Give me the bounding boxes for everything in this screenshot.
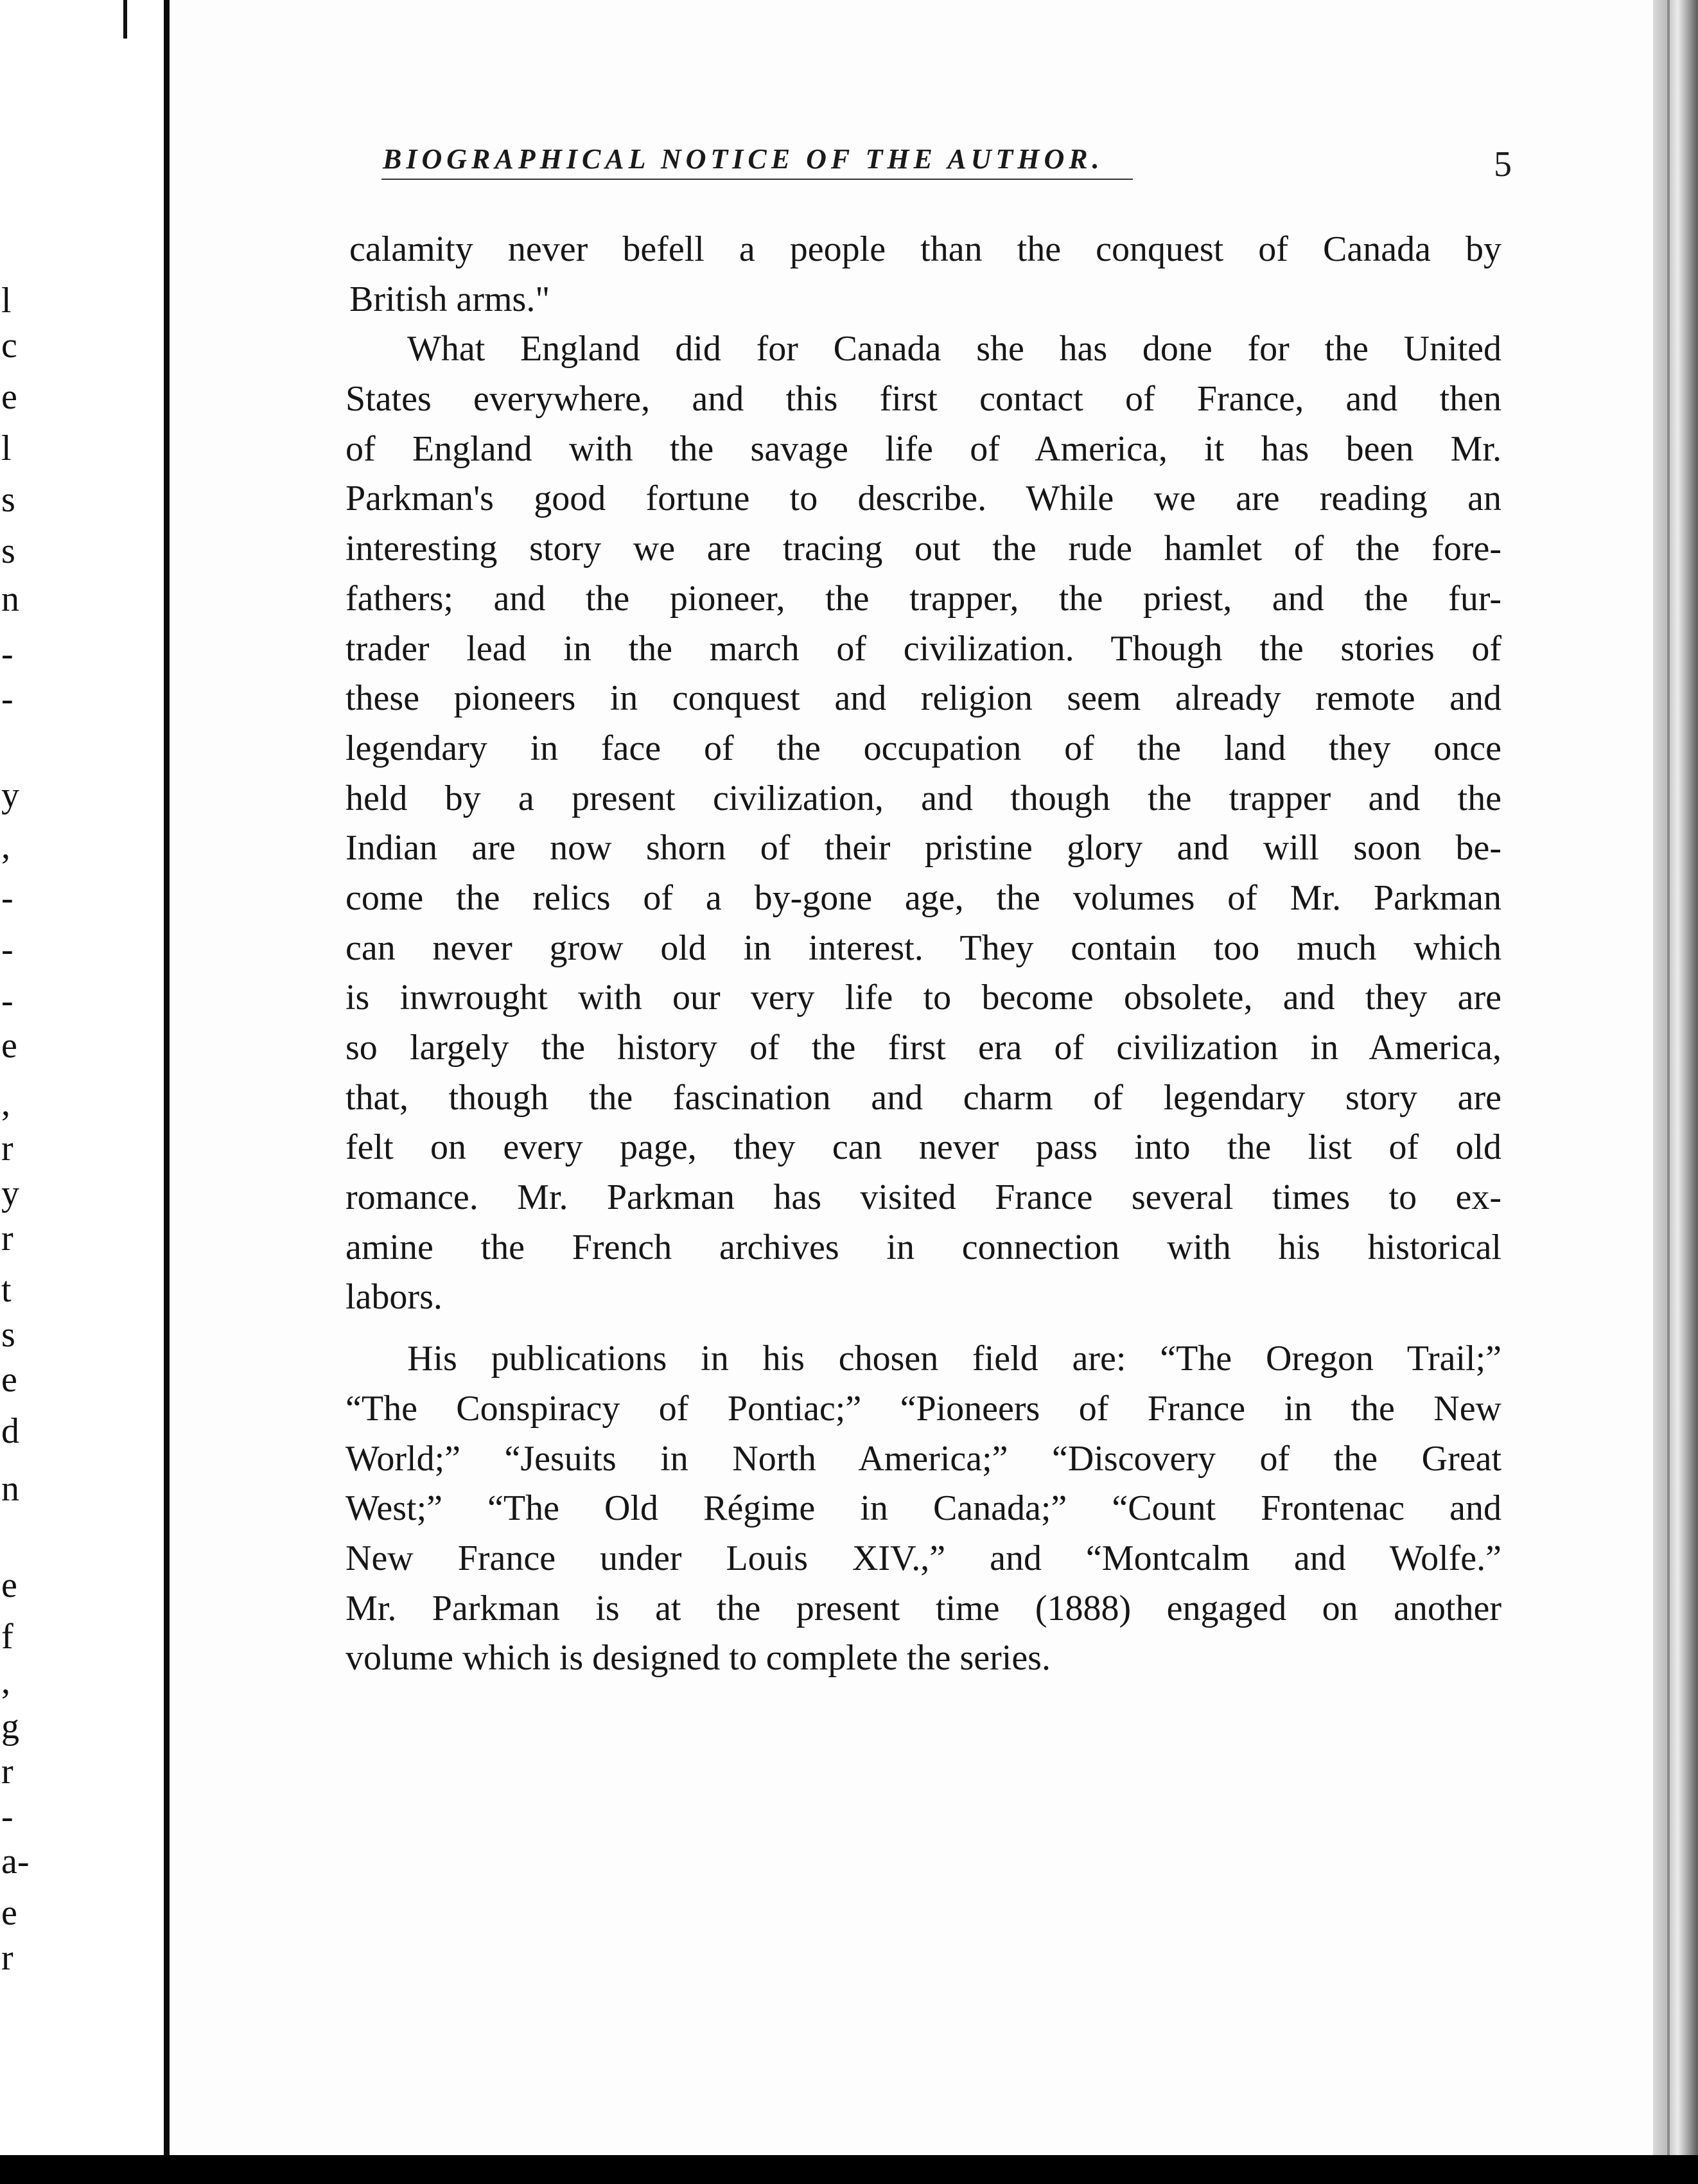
facing-page-letter-fragment: g [1,1707,19,1747]
text-line: is inwrought with our very life to become obsolete, and they are [346,978,1501,1018]
facing-page-letter-fragment: f [1,1617,13,1657]
facing-page-letter-fragment: s [1,480,15,520]
facing-page-letter-fragment: n [1,1469,19,1509]
text-line: States everywhere, and this first contact of France, and then [346,379,1501,419]
facing-page-letter-fragment: d [1,1411,19,1451]
facing-page-letter-fragment: y [1,1174,19,1213]
paragraph-gap [346,1323,1501,1334]
running-head: BIOGRAPHICAL NOTICE OF THE AUTHOR. [383,143,1333,175]
text-line: What England did for Canada she has done for the United [407,329,1501,369]
text-line: New France under Louis XIV.,” and “Montcalm and Wolfe.” [346,1538,1501,1578]
facing-page-letter-fragment: - [1,679,13,719]
facing-page-letter-fragment: s [1,531,15,571]
facing-page-letter-fragment: e [1,1893,17,1933]
text-line: of England with the savage life of America, it has been Mr. [346,428,1501,469]
text-line: trader lead in the march of civilization. Though the stories of [346,628,1501,669]
facing-page-letter-fragment: e [1,1026,17,1066]
text-line: can never grow old in interest. They contain too much which [346,928,1501,968]
text-line: these pioneers in conquest and religion seem already remote and [346,678,1501,719]
facing-page-letter-fragment: r [1,1752,13,1792]
text-line: so largely the history of the first era of civilization in America, [346,1028,1501,1068]
facing-page-letter-fragment: r [1,1219,13,1258]
facing-page-letter-fragment: , [1,1084,10,1123]
facing-page-letter-fragment: n [1,579,19,619]
facing-page-letter-fragment: - [1,634,13,674]
text-line: legendary in face of the occupation of the land they once [346,728,1501,768]
facing-page-letter-fragment: l [1,428,12,468]
text-line: amine the French archives in connection with his historical [346,1227,1501,1267]
text-line: Indian are now shorn of their pristine glory and will soon be- [346,828,1501,868]
text-line: British arms." [349,279,550,319]
text-line: World;” “Jesuits in North America;” “Discovery of the Great [346,1438,1501,1479]
text-line: that, though the fascination and charm of legendary story are [346,1077,1501,1118]
facing-page-letter-fragment: l [1,281,12,321]
gutter-rule [164,0,170,2155]
text-line: romance. Mr. Parkman has visited France several times to ex- [346,1177,1501,1218]
facing-page-letter-fragment: - [1,1797,13,1836]
body-text [346,225,1501,1684]
text-line: “The Conspiracy of Pontiac;” “Pioneers of France in the New [346,1388,1501,1429]
facing-page-letter-fragment: r [1,1129,13,1168]
facing-page-letter-fragment: - [1,929,13,969]
text-line: Parkman's good fortune to describe. While we are reading an [346,479,1501,519]
facing-page-letter-fragment: - [1,981,13,1021]
facing-page-letter-fragment: , [1,827,10,867]
facing-page-letter-fragment: e [1,377,17,417]
facing-page-letter-fragment: e [1,1565,17,1605]
text-line: Mr. Parkman is at the present time (1888) engaged on another [346,1588,1501,1628]
text-line: West;” “The Old Régime in Canada;” “Count Frontenac and [346,1488,1501,1529]
facing-page-letter-fragment: e [1,1360,17,1400]
text-line: volume which is designed to complete the series. [346,1638,1051,1678]
text-line: His publications in his chosen field are: “The Oregon Trail;” [407,1339,1501,1379]
text-line: come the relics of a by-gone age, the volumes of Mr. Parkman [346,877,1501,918]
text-line: felt on every page, they can never pass into the list of old [346,1127,1501,1168]
text-line: labors. [346,1277,442,1317]
facing-page-letter-fragment: c [1,326,17,365]
page-edge [1653,0,1698,2155]
facing-page-letter-fragment: - [1,878,13,918]
facing-page-letter-fragment: y [1,775,19,815]
facing-page-margin [0,0,168,2155]
paragraph-3 [346,1334,1501,1684]
facing-page-letter-fragment: r [1,1938,13,1978]
facing-page-letter-fragment: a- [1,1842,30,1881]
facing-page-letter-fragment: t [1,1270,12,1310]
paragraph-2 [346,324,1501,1323]
facing-page-letter-fragment: s [1,1315,15,1355]
facing-page-letter-fragment: , [1,1662,10,1702]
text-line: calamity never befell a people than the conquest of Canada by [349,229,1501,269]
page-number: 5 [1494,145,1512,184]
paragraph-1 [346,225,1501,324]
text-line: fathers; and the pioneer, the trapper, the priest, and the fur- [346,578,1501,619]
text-line: interesting story we are tracing out the rude hamlet of the fore- [346,529,1501,569]
page-fold-mark [123,0,127,39]
text-line: held by a present civilization, and though the trapper and the [346,778,1501,818]
